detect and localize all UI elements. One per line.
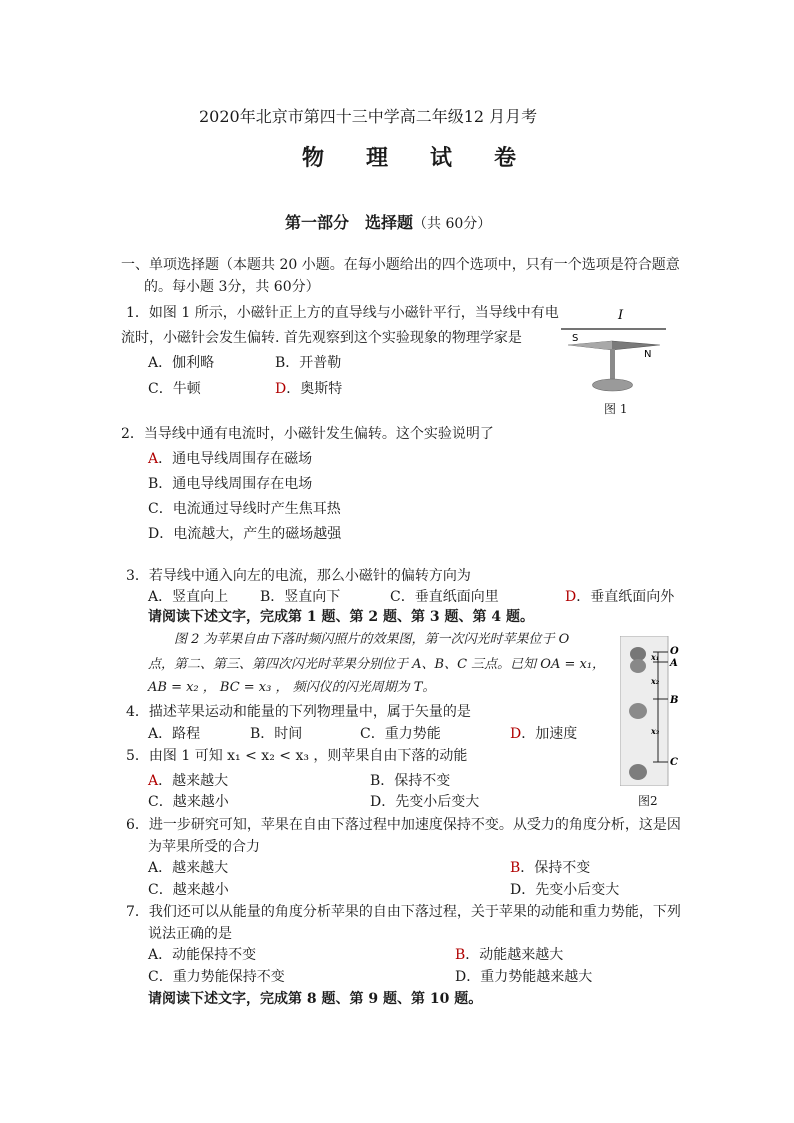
q2-option-c: C．电流通过导线时产生焦耳热 [148,501,341,517]
q6-option-b-letter: B [510,860,521,876]
passage-line3: AB = x₂ ， BC = x₃ ， 频闪仪的闪光周期为 T。 [148,680,436,695]
q7-stem-line2: 说法正确的是 [148,926,232,942]
point-o-label: O [670,646,679,657]
figure1-compass-diagram [556,305,676,400]
q1-option-c: C．牛顿 [148,381,201,397]
figure2-stroboscopic-photo [620,636,682,786]
subject-char: 试 [430,145,453,171]
q4-option-c: C．重力势能 [360,726,441,742]
q4-option-b: B．时间 [250,726,303,742]
apple-at-a [630,659,646,673]
subject-char: 物 [302,145,325,171]
q2-option-d: D．电流越大，产生的磁场越强 [148,526,342,542]
q5-option-a-text: ．越来越大 [158,773,229,789]
q2-option-b: B．通电导线周围存在电场 [148,476,313,492]
q3-option-a: A．竖直向上 [148,589,229,605]
south-pole-label: S [572,333,579,344]
subject-char: 卷 [494,145,517,171]
part-points: （共 60分） [413,216,492,232]
subject-title [302,145,558,171]
q1-option-b: B．开普勒 [275,355,342,371]
passage-line1: 图 2 为苹果自由下落时频闪照片的效果图，第一次闪光时苹果位于 O [174,632,570,647]
figure1-caption: 图 1 [604,402,628,416]
reading-instruction-2: 请阅读下述文字，完成第 8 题、第 9 题、第 10 题。 [148,991,483,1007]
distance-x2-label: x₂ [651,676,660,686]
q3-option-d [565,587,674,607]
figure2-caption: 图2 [638,794,658,808]
point-b-label: B [670,695,679,706]
q7-option-b-text: ．动能越来越大 [465,947,564,963]
distance-x1-label: x₁ [651,652,660,662]
q5-option-d: D．先变小后变大 [370,794,480,810]
q4-option-d-letter: D [510,726,522,742]
north-pole-label: N [644,349,652,360]
q5-option-c: C．越来越小 [148,794,229,810]
point-a-label: A [670,658,678,669]
subject-char: 理 [366,145,389,171]
part-title: 第一部分 选择题 [285,213,414,232]
q4-option-d [510,724,577,744]
q7-option-b-letter: B [455,947,466,963]
distance-x3-label: x₃ [651,726,660,736]
q7-option-a: A．动能保持不变 [148,947,257,963]
q2-option-a [148,449,312,469]
q3-stem: 3．若导线中通入向左的电流，那么小磁针的偏转方向为 [126,568,471,584]
q7-option-b [455,945,563,965]
q1-option-d-text: ．奥斯特 [286,381,343,397]
q6-stem-line2: 为苹果所受的合力 [148,839,260,855]
current-label: I [618,308,624,323]
q7-stem-line1: 7．我们还可以从能量的角度分析苹果的自由下落过程，关于苹果的动能和重力势能，下列 [126,904,681,920]
q6-option-b-text: ．保持不变 [520,860,591,876]
needle-stand-post [610,349,615,379]
q4-option-a: A．路程 [148,726,201,742]
q1-option-d-letter: D [275,381,287,397]
section-instruction-line2: 的。每小题 3分，共 60分） [144,279,320,295]
apple-at-o [630,647,646,661]
q6-option-b [510,858,590,878]
q7-option-c: C．重力势能保持不变 [148,969,285,985]
exam-title: 2020年北京市第四十三中学高二年级12 月月考 [199,107,538,126]
q3-option-d-letter: D [565,589,577,605]
q7-option-d: D．重力势能越来越大 [455,969,593,985]
apple-at-b [629,703,647,719]
q4-option-d-text: ．加速度 [521,726,578,742]
q1-stem-line1: 1．如图 1 所示，小磁针正上方的直导线与小磁针平行，当导线中有电 [126,305,559,321]
needle-stand-base [593,379,633,391]
q5-option-a-letter: A [148,773,159,789]
q6-option-a: A．越来越大 [148,860,229,876]
apple-at-c [629,764,647,780]
q5-stem: 5．由图 1 可知 x₁ < x₂ < x₃ ，则苹果自由下落的动能 [126,748,468,764]
q1-option-d [275,379,342,399]
q3-option-b: B．竖直向下 [260,589,341,605]
q6-option-c: C．越来越小 [148,882,229,898]
q6-stem-line1: 6．进一步研究可知，苹果在自由下落过程中加速度保持不变。从受力的角度分析，这是因 [126,817,681,833]
q2-option-a-letter: A [148,451,159,467]
passage-line2: 点，第二、第三、第四次闪光时苹果分别位于 A、B、C 三点。已知 OA = x₁， [148,657,606,672]
q5-option-b: B．保持不变 [370,773,451,789]
q2-stem: 2．当导线中通有电流时，小磁针发生偏转。这个实验说明了 [121,426,494,442]
q6-option-d: D．先变小后变大 [510,882,620,898]
q3-option-d-text: ．垂直纸面向外 [576,589,675,605]
q2-option-a-text: ．通电导线周围存在磁场 [158,451,313,467]
section-instruction-line1: 一、单项选择题（本题共 20 小题。在每小题给出的四个选项中，只有一个选项是符合题意 [121,257,680,273]
q1-stem-line2: 流时，小磁针会发生偏转. 首先观察到这个实验现象的物理学家是 [121,330,522,346]
q3-option-c: C．垂直纸面向里 [390,589,499,605]
q4-stem: 4．描述苹果运动和能量的下列物理量中，属于矢量的是 [126,704,471,720]
reading-instruction-1: 请阅读下述文字，完成第 1 题、第 2 题、第 3 题、第 4 题。 [148,609,534,625]
q1-option-a: A．伽利略 [148,355,215,371]
q5-option-a [148,771,228,791]
point-c-label: C [670,757,678,768]
part-heading [285,213,491,234]
